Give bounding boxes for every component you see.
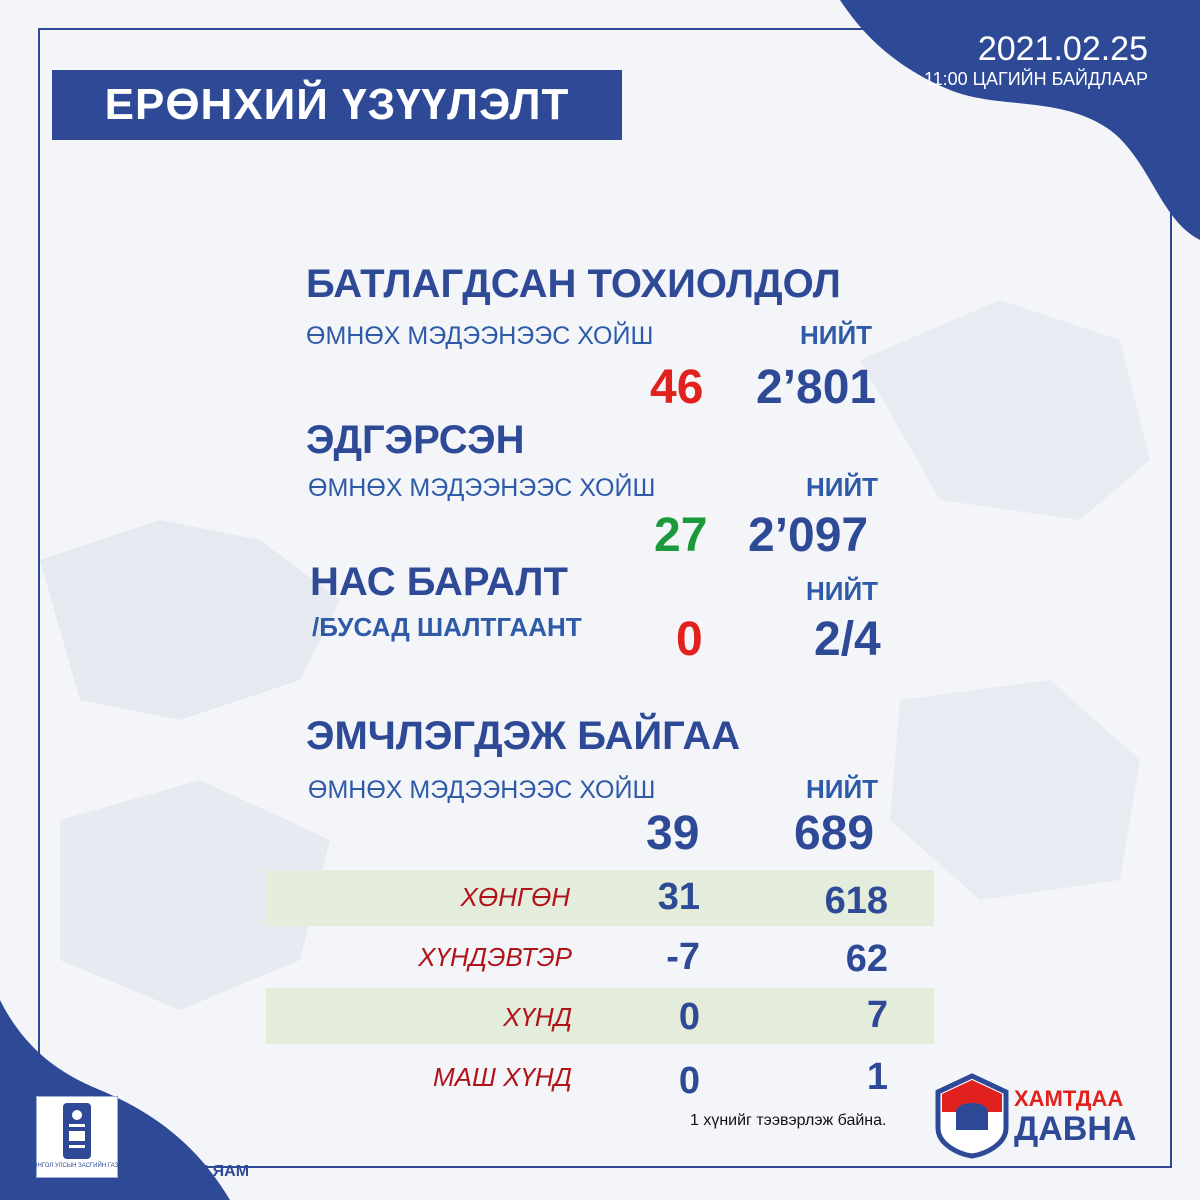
deaths-sub-label: /БУСАД ШАЛТГААНТ <box>312 612 582 642</box>
severity-total-moderate: 62 <box>845 938 888 980</box>
severity-change-mild: 31 <box>657 876 700 918</box>
treatment-total-value: 689 <box>794 807 875 860</box>
severity-total-severe: 7 <box>866 994 888 1036</box>
severity-total-mild: 618 <box>824 880 888 922</box>
treatment-total-label: НИЙТ <box>806 774 879 804</box>
recovered-new-value: 27 <box>654 509 708 562</box>
severity-label-critical: МАШ ХҮНД <box>432 1062 572 1092</box>
severity-total-critical: 1 <box>866 1056 888 1098</box>
treatment-since-label: ӨМНӨХ МЭДЭЭНЭЭС ХОЙШ <box>308 776 656 804</box>
recovered-total-label: НИЙТ <box>806 472 879 502</box>
severity-label-moderate: ХҮНДЭВТЭР <box>418 942 572 972</box>
deaths-total-value: 2/4 <box>814 613 881 666</box>
confirmed-total-label: НИЙТ <box>800 320 873 350</box>
ministry-name <box>126 1146 249 1180</box>
treatment-heading: ЭМЧЛЭГДЭЖ БАЙГАА <box>306 714 741 758</box>
deaths-new-value: 0 <box>676 613 703 666</box>
confirmed-heading: БАТЛАГДСАН ТОХИОЛДОЛ <box>306 262 841 306</box>
severity-change-critical: 0 <box>678 1060 700 1102</box>
severity-label-mild: ХӨНГӨН <box>460 882 570 912</box>
recovered-total-value: 2’097 <box>748 509 869 562</box>
severity-label-severe: ХҮНД <box>503 1002 572 1032</box>
confirmed-total-value: 2’801 <box>756 361 877 414</box>
page-title: ЕРӨНХИЙ ҮЗҮҮЛЭЛТ <box>104 80 570 129</box>
confirmed-new-value: 46 <box>650 361 704 414</box>
transport-note: 1 хүнийг тээвэрлэж байна. <box>690 1112 887 1129</box>
government-logo <box>27 1096 127 1178</box>
recovered-since-label: ӨМНӨХ МЭДЭЭНЭЭС ХОЙШ <box>308 474 656 502</box>
treatment-new-value: 39 <box>646 807 700 860</box>
date-block <box>924 30 1148 90</box>
campaign-badge-line-1: ХАМТДАА <box>1014 1086 1124 1111</box>
deaths-heading: НАС БАРАЛТ <box>310 560 568 604</box>
ministry-line-1: ЭРҮҮЛ <box>126 1146 178 1163</box>
deaths-total-label: НИЙТ <box>806 576 879 606</box>
soyombo-emblem-icon <box>27 1097 127 1177</box>
report-time-note: 11:00 ЦАГИЙН БАЙДЛААР <box>923 69 1148 89</box>
confirmed-since-label: ӨМНӨХ МЭДЭЭНЭЭС ХОЙШ <box>306 322 654 350</box>
government-logo-text: МОНГОЛ УЛСЫН ЗАСГИЙН ГАЗАР <box>27 1163 127 1169</box>
campaign-badge-line-2: ДАВНА <box>1014 1110 1137 1148</box>
severity-change-moderate: -7 <box>666 936 700 978</box>
title-banner <box>52 70 622 140</box>
shield-house-icon <box>934 1072 1010 1158</box>
report-date: 2021.02.25 <box>977 30 1148 68</box>
severity-change-severe: 0 <box>678 996 700 1038</box>
campaign-badge <box>934 1070 1144 1160</box>
recovered-heading: ЭДГЭРСЭН <box>306 418 525 462</box>
ministry-line-2: МЭНДИЙН ЯАМ <box>126 1163 250 1180</box>
